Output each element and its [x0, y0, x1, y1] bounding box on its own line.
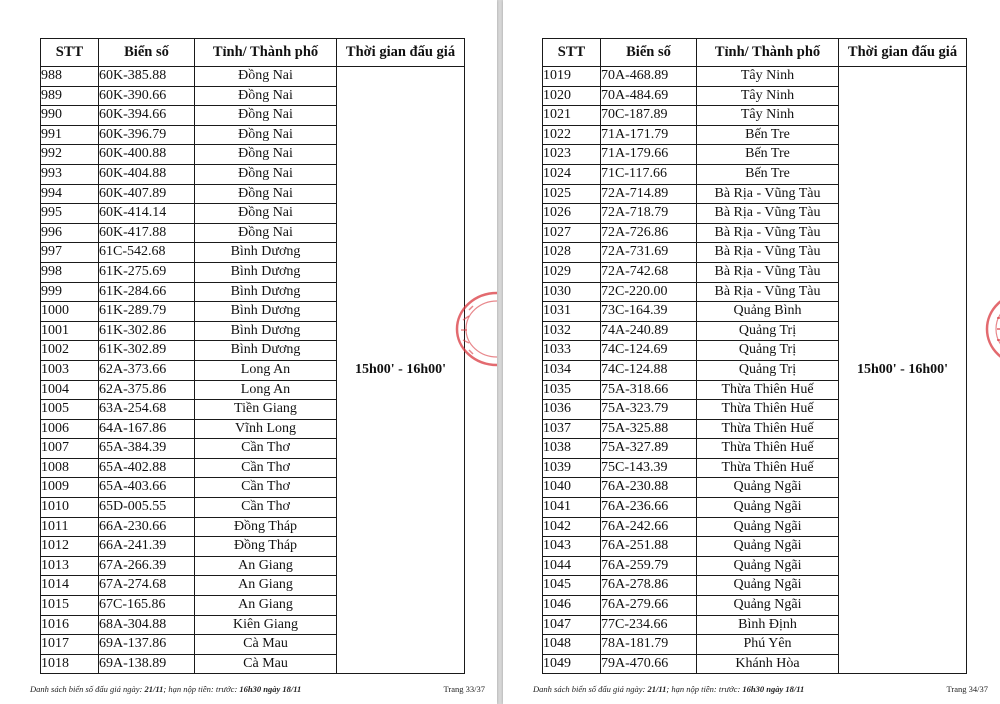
row-stt: 1002	[41, 341, 99, 361]
row-province: Quảng Ngãi	[697, 498, 839, 518]
document-page-right	[503, 0, 1000, 704]
header-province: Tỉnh/ Thành phố	[195, 39, 337, 67]
header-plate: Biển số	[601, 39, 697, 67]
header-stt: STT	[41, 39, 99, 67]
row-plate: 75A-325.88	[601, 419, 697, 439]
row-province: Bình Dương	[195, 341, 337, 361]
footer-note: Danh sách biển số đấu giá ngày: 21/11; hạn nộp tiền: trước: 16h30 ngày 18/11	[533, 684, 805, 694]
row-province: Đồng Nai	[195, 86, 337, 106]
row-province: Thừa Thiên Huế	[697, 439, 839, 459]
row-stt: 991	[41, 125, 99, 145]
row-plate: 70A-468.89	[601, 67, 697, 87]
row-stt: 1025	[543, 184, 601, 204]
row-province: Đồng Tháp	[195, 517, 337, 537]
row-plate: 76A-259.79	[601, 556, 697, 576]
row-province: Tây Ninh	[697, 86, 839, 106]
row-plate: 78A-181.79	[601, 635, 697, 655]
row-stt: 1037	[543, 419, 601, 439]
row-stt: 989	[41, 86, 99, 106]
row-stt: 1029	[543, 262, 601, 282]
row-stt: 1045	[543, 576, 601, 596]
row-stt: 1041	[543, 498, 601, 518]
row-province: Bến Tre	[697, 164, 839, 184]
row-plate: 60K-417.88	[99, 223, 195, 243]
row-province: Bà Rịa - Vũng Tàu	[697, 262, 839, 282]
row-stt: 1028	[543, 243, 601, 263]
row-province: Bình Định	[697, 615, 839, 635]
row-province: Long An	[195, 380, 337, 400]
row-plate: 72A-714.89	[601, 184, 697, 204]
footer-note: Danh sách biển số đấu giá ngày: 21/11; hạn nộp tiền: trước: 16h30 ngày 18/11	[30, 684, 302, 694]
row-plate: 72A-726.86	[601, 223, 697, 243]
row-province: Kiên Giang	[195, 615, 337, 635]
row-stt: 1021	[543, 106, 601, 126]
row-stt: 1048	[543, 635, 601, 655]
row-stt: 1023	[543, 145, 601, 165]
row-province: Đồng Nai	[195, 106, 337, 126]
row-plate: 76A-279.66	[601, 596, 697, 616]
row-province: Cần Thơ	[195, 439, 337, 459]
row-plate: 71A-171.79	[601, 125, 697, 145]
row-stt: 1035	[543, 380, 601, 400]
row-plate: 75A-318.66	[601, 380, 697, 400]
row-stt: 1013	[41, 556, 99, 576]
row-province: Đồng Nai	[195, 67, 337, 87]
row-province: Long An	[195, 360, 337, 380]
row-stt: 1042	[543, 517, 601, 537]
row-plate: 61K-284.66	[99, 282, 195, 302]
row-stt: 1008	[41, 458, 99, 478]
header-province: Tỉnh/ Thành phố	[697, 39, 839, 67]
auction-time-cell: 15h00' - 16h00'	[839, 67, 967, 674]
row-province: Đồng Nai	[195, 204, 337, 224]
header-stt: STT	[543, 39, 601, 67]
row-province: Cần Thơ	[195, 498, 337, 518]
row-plate: 63A-254.68	[99, 400, 195, 420]
row-province: Bình Dương	[195, 282, 337, 302]
row-plate: 61K-289.79	[99, 302, 195, 322]
row-stt: 998	[41, 262, 99, 282]
row-stt: 1010	[41, 498, 99, 518]
row-province: Bến Tre	[697, 125, 839, 145]
row-province: Cần Thơ	[195, 458, 337, 478]
row-stt: 997	[41, 243, 99, 263]
row-plate: 76A-230.88	[601, 478, 697, 498]
row-stt: 1044	[543, 556, 601, 576]
table-row	[543, 67, 967, 87]
row-province: Bến Tre	[697, 145, 839, 165]
row-province: Cần Thơ	[195, 478, 337, 498]
row-plate: 72C-220.00	[601, 282, 697, 302]
header-auction-time: Thời gian đấu giá	[839, 39, 967, 67]
table-body	[41, 67, 465, 674]
row-plate: 61K-302.86	[99, 321, 195, 341]
row-plate: 60K-396.79	[99, 125, 195, 145]
row-province: An Giang	[195, 556, 337, 576]
row-plate: 62A-373.66	[99, 360, 195, 380]
row-stt: 1032	[543, 321, 601, 341]
row-province: An Giang	[195, 576, 337, 596]
row-province: Tây Ninh	[697, 67, 839, 87]
row-province: Quảng Ngãi	[697, 478, 839, 498]
row-province: Bình Dương	[195, 243, 337, 263]
row-province: Quảng Ngãi	[697, 537, 839, 557]
row-plate: 60K-404.88	[99, 164, 195, 184]
row-stt: 1011	[41, 517, 99, 537]
plate-table	[542, 38, 967, 674]
row-province: Bà Rịa - Vũng Tàu	[697, 204, 839, 224]
row-plate: 76A-278.86	[601, 576, 697, 596]
row-stt: 999	[41, 282, 99, 302]
row-plate: 65A-384.39	[99, 439, 195, 459]
row-stt: 990	[41, 106, 99, 126]
row-province: Quảng Trị	[697, 341, 839, 361]
row-plate: 73C-164.39	[601, 302, 697, 322]
row-plate: 67A-266.39	[99, 556, 195, 576]
row-province: Cà Mau	[195, 654, 337, 674]
row-stt: 1027	[543, 223, 601, 243]
row-plate: 72A-742.68	[601, 262, 697, 282]
row-province: Bình Dương	[195, 321, 337, 341]
table-header-row	[543, 39, 967, 67]
row-province: Thừa Thiên Huế	[697, 400, 839, 420]
row-stt: 1031	[543, 302, 601, 322]
row-province: Đồng Nai	[195, 164, 337, 184]
row-plate: 65D-005.55	[99, 498, 195, 518]
row-plate: 69A-138.89	[99, 654, 195, 674]
table-header-row	[41, 39, 465, 67]
row-province: Quảng Ngãi	[697, 556, 839, 576]
header-auction-time: Thời gian đấu giá	[337, 39, 465, 67]
red-seal-stamp-icon	[445, 290, 497, 368]
row-province: Bà Rịa - Vũng Tàu	[697, 184, 839, 204]
row-province: Đồng Nai	[195, 223, 337, 243]
row-plate: 60K-400.88	[99, 145, 195, 165]
row-stt: 1005	[41, 400, 99, 420]
row-stt: 1046	[543, 596, 601, 616]
row-plate: 67C-165.86	[99, 596, 195, 616]
row-plate: 61K-302.89	[99, 341, 195, 361]
row-stt: 992	[41, 145, 99, 165]
row-province: Cà Mau	[195, 635, 337, 655]
row-stt: 1003	[41, 360, 99, 380]
plate-table	[40, 38, 465, 674]
row-plate: 60K-407.89	[99, 184, 195, 204]
row-stt: 1034	[543, 360, 601, 380]
row-province: Đồng Nai	[195, 145, 337, 165]
row-plate: 74C-124.88	[601, 360, 697, 380]
table-row	[41, 67, 465, 87]
row-plate: 70A-484.69	[601, 86, 697, 106]
row-plate: 72A-731.69	[601, 243, 697, 263]
row-province: Quảng Trị	[697, 360, 839, 380]
row-province: Tiền Giang	[195, 400, 337, 420]
row-stt: 1012	[41, 537, 99, 557]
row-stt: 1004	[41, 380, 99, 400]
row-plate: 74A-240.89	[601, 321, 697, 341]
row-stt: 1039	[543, 458, 601, 478]
row-province: Quảng Ngãi	[697, 517, 839, 537]
row-province: Bình Dương	[195, 302, 337, 322]
red-seal-stamp-icon	[977, 290, 1000, 368]
row-plate: 61C-542.68	[99, 243, 195, 263]
row-stt: 1043	[543, 537, 601, 557]
auction-time-cell: 15h00' - 16h00'	[337, 67, 465, 674]
row-plate: 65A-402.88	[99, 458, 195, 478]
row-stt: 988	[41, 67, 99, 87]
row-province: Khánh Hòa	[697, 654, 839, 674]
row-stt: 1016	[41, 615, 99, 635]
page-number: Trang 33/37	[443, 684, 485, 694]
row-province: Bà Rịa - Vũng Tàu	[697, 243, 839, 263]
row-plate: 67A-274.68	[99, 576, 195, 596]
row-stt: 1014	[41, 576, 99, 596]
row-plate: 71C-117.66	[601, 164, 697, 184]
row-province: Tây Ninh	[697, 106, 839, 126]
header-plate: Biển số	[99, 39, 195, 67]
row-plate: 77C-234.66	[601, 615, 697, 635]
row-province: Thừa Thiên Huế	[697, 380, 839, 400]
row-stt: 1017	[41, 635, 99, 655]
document-page-left	[0, 0, 497, 704]
row-stt: 1047	[543, 615, 601, 635]
row-plate: 61K-275.69	[99, 262, 195, 282]
row-stt: 1033	[543, 341, 601, 361]
row-plate: 60K-394.66	[99, 106, 195, 126]
row-stt: 1001	[41, 321, 99, 341]
row-plate: 60K-414.14	[99, 204, 195, 224]
row-plate: 76A-242.66	[601, 517, 697, 537]
row-province: Phú Yên	[697, 635, 839, 655]
row-stt: 994	[41, 184, 99, 204]
row-province: Quảng Bình	[697, 302, 839, 322]
row-province: Quảng Ngãi	[697, 576, 839, 596]
row-province: Thừa Thiên Huế	[697, 458, 839, 478]
row-province: Đồng Nai	[195, 184, 337, 204]
row-plate: 60K-390.66	[99, 86, 195, 106]
row-province: Quảng Trị	[697, 321, 839, 341]
row-plate: 74C-124.69	[601, 341, 697, 361]
row-stt: 1006	[41, 419, 99, 439]
row-province: Đồng Tháp	[195, 537, 337, 557]
row-province: Quảng Ngãi	[697, 596, 839, 616]
row-stt: 996	[41, 223, 99, 243]
row-plate: 60K-385.88	[99, 67, 195, 87]
page-number: Trang 34/37	[946, 684, 988, 694]
row-plate: 79A-470.66	[601, 654, 697, 674]
row-plate: 68A-304.88	[99, 615, 195, 635]
row-stt: 1024	[543, 164, 601, 184]
row-plate: 62A-375.86	[99, 380, 195, 400]
row-stt: 1015	[41, 596, 99, 616]
row-plate: 75C-143.39	[601, 458, 697, 478]
row-stt: 1040	[543, 478, 601, 498]
row-stt: 995	[41, 204, 99, 224]
row-plate: 65A-403.66	[99, 478, 195, 498]
row-plate: 75A-323.79	[601, 400, 697, 420]
row-stt: 1019	[543, 67, 601, 87]
row-stt: 1020	[543, 86, 601, 106]
row-plate: 71A-179.66	[601, 145, 697, 165]
row-province: An Giang	[195, 596, 337, 616]
table-body	[543, 67, 967, 674]
row-plate: 66A-230.66	[99, 517, 195, 537]
row-stt: 993	[41, 164, 99, 184]
row-plate: 76A-236.66	[601, 498, 697, 518]
row-province: Bà Rịa - Vũng Tàu	[697, 282, 839, 302]
row-province: Đồng Nai	[195, 125, 337, 145]
row-stt: 1009	[41, 478, 99, 498]
row-plate: 69A-137.86	[99, 635, 195, 655]
row-province: Bình Dương	[195, 262, 337, 282]
row-stt: 1038	[543, 439, 601, 459]
row-province: Thừa Thiên Huế	[697, 419, 839, 439]
row-stt: 1007	[41, 439, 99, 459]
row-plate: 70C-187.89	[601, 106, 697, 126]
row-plate: 72A-718.79	[601, 204, 697, 224]
row-stt: 1036	[543, 400, 601, 420]
row-stt: 1018	[41, 654, 99, 674]
row-stt: 1030	[543, 282, 601, 302]
row-province: Vĩnh Long	[195, 419, 337, 439]
row-plate: 75A-327.89	[601, 439, 697, 459]
row-stt: 1049	[543, 654, 601, 674]
row-plate: 64A-167.86	[99, 419, 195, 439]
row-stt: 1026	[543, 204, 601, 224]
row-stt: 1000	[41, 302, 99, 322]
row-plate: 76A-251.88	[601, 537, 697, 557]
row-plate: 66A-241.39	[99, 537, 195, 557]
row-province: Bà Rịa - Vũng Tàu	[697, 223, 839, 243]
row-stt: 1022	[543, 125, 601, 145]
